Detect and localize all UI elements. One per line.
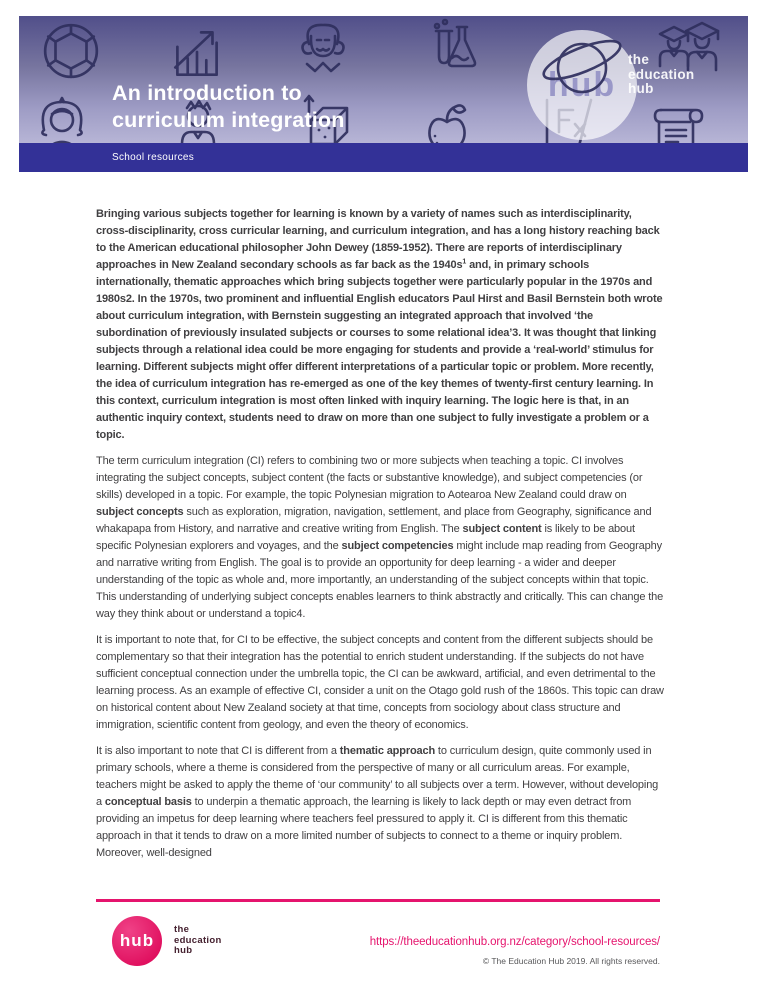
paragraph-2: The term curriculum integration (CI) refers to combining two or more subjects when teaching a topic. CI involves integrating the subject concepts, subject content (the facts or substantive knowledge), and subject competencies (or skills) developed in a topic. For example, the topic Polynesian migration to Aotearoa New Zealand could draw on subject concepts such as exploration, migration, navigation, settlement, and place from Geography, significance and whakapapa from History, and narrative and creative writing from English. The subject content is likely to be about specific Polynesian explorers and voyages, and the subject competencies might include map reading from Geography and narrative writing from English. The goal is to provide an opportunity for deep learning - a wider and deeper understanding of the topic as whole and, more importantly, an understanding of the subject concepts within that topic. This understanding of underlying subject concepts enables learners to think abstractly and critically. This can change the way they think about or understand a topic4. <box>96 455 664 620</box>
shakespeare-bust-icon <box>291 18 355 82</box>
girl-icon <box>31 94 93 143</box>
footer-divider <box>96 899 660 902</box>
hub-watermark-label: hub <box>547 65 617 104</box>
paragraph-3: It is important to note that, for CI to be effective, the subject concepts and content from the different subjects should be complementary so that their integration has the potential to enrich student understanding. If the subjects do not have sufficient conceptual connection under the umbrella topic, the CI can be awkward, artificial, and even detrimental to the learning process. As an example of effective CI, consider a unit on the Otago gold rush of the 1860s. This topic can draw on historical content about New Zealand society at that time, concepts from sociology about class structure and immigration, scientific content from geology, and even the theory of economics. <box>96 634 664 731</box>
hero-illustration <box>19 16 748 143</box>
category-banner <box>19 143 748 172</box>
page-title: An introduction to curriculum integration <box>112 81 345 132</box>
gem-ball-icon <box>40 20 102 82</box>
hub-logo-label: hub <box>119 931 155 950</box>
education-hub-brand-text: the education hub <box>174 924 222 956</box>
paragraph-4: It is also important to note that CI is different from a thematic approach to curriculum design, quite commonly used in primary schools, where a theme is considered from the perspective of many or all curriculum areas. For example, teachers might be asked to apply the theme of ‘our community’ to all subjects over a term. However, without developing a conceptual basis to underpin a thematic approach, the learning is likely to lack depth or may even detract from providing an impetus for deep learning where teachers feel pressured to apply it. CI is different from this thematic approach in that it tends to draw on a more limited number of subjects to connect to a theme or inquiry problem. Moreover, well-designed <box>96 745 659 859</box>
article-body <box>96 206 664 896</box>
planet-icon <box>534 24 630 108</box>
chemistry-flasks-icon <box>417 18 481 82</box>
education-hub-logotype: the education hub <box>628 52 695 96</box>
bar-chart-icon <box>165 20 229 84</box>
paragraph-1: Bringing various subjects together for learning is known by a variety of names such as interdisciplinarity, cross-disciplinarity, cross curricular learning, and curriculum integration, and has a long history reaching back to the American educational philosopher John Dewey (1859-1952). There are reports of interdisciplinary approaches in New Zealand secondary schools as far back as the $1940s^1$ and, in primary schools internationally, thematic approaches which bring subjects together were particularly popular in the 1970s and 1980s2. In the 1970s, two prominent and influential English educators Paul Hirst and Basil Bernstein both wrote about curriculum integration, with Bernstein suggesting an integrated approach that involved ‘the subordination of previously insulated subjects or courses to some relational idea’3. It was thought that linking subjects through a relational idea could be more engaging for students and provide a ‘real-world’ stimulus for learning. Different subjects might offer different interpretations of a particular topic or problem. More recently, the idea of curriculum integration has re-emerged as one of the key themes of twenty-first century learning. In this context, curriculum integration is most often linked with inquiry learning. The logic here is that, in an authentic inquiry context, students need to draw on more than one subject to fully investigate a problem or a topic. <box>96 208 663 441</box>
apple-icon <box>420 98 472 143</box>
school-resources-link[interactable]: https://theeducationhub.org.nz/category/school-resources/ <box>369 936 660 948</box>
copyright-text: © The Education Hub 2019. All rights reserved. <box>482 956 660 966</box>
footer-url-wrap <box>300 932 660 950</box>
education-hub-logo-mark <box>112 916 162 966</box>
header-banner <box>19 16 748 172</box>
scroll-icon <box>649 102 705 143</box>
category-label: School resources <box>112 152 195 163</box>
